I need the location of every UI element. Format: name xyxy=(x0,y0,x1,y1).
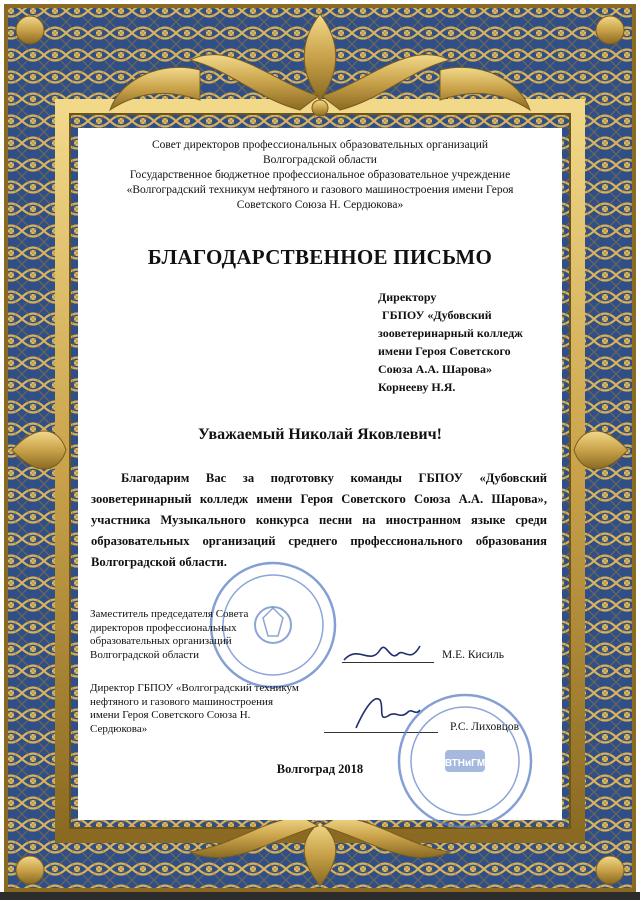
position-line: Директор ГБПОУ «Волгоградский техникум xyxy=(90,682,299,694)
city-year: Волгоград 2018 xyxy=(276,762,364,776)
letter-paper xyxy=(78,128,562,820)
letter-header xyxy=(78,138,562,213)
signatory-name: Р.С. Лиховцов xyxy=(450,721,520,733)
addressee-line: зооветеринарный колледж xyxy=(378,326,523,340)
handwritten-signature xyxy=(340,636,426,670)
stamp-label: ВТНиГМ xyxy=(444,758,486,769)
addressee-line: Союза А.А. Шарова» xyxy=(378,362,493,376)
scan-edge xyxy=(0,892,640,900)
signature-position xyxy=(90,608,248,662)
addressee-line: Корнееву Н.Я. xyxy=(378,380,456,394)
header-line: Волгоградской области xyxy=(263,154,377,166)
header-line: «Волгоградский техникум нефтяного и газового машиностроения имени Героя xyxy=(126,184,514,196)
position-line: нефтяного и газового машиностроения xyxy=(90,695,274,708)
round-seal-stamp xyxy=(394,690,536,832)
signatory-name: М.Е. Кисиль xyxy=(442,649,504,661)
addressee-line: Директору xyxy=(378,290,437,304)
position-line: Сердюкова» xyxy=(90,722,148,735)
position-line: Заместитель председателя Совета xyxy=(90,608,249,620)
header-line: Совет директоров профессиональных образовательных организаций xyxy=(151,139,489,151)
position-line: директоров профессиональных xyxy=(90,621,237,634)
letter-title: БЛАГОДАРСТВЕННОЕ ПИСЬМО xyxy=(147,245,493,269)
position-line: Волгоградской области xyxy=(90,648,199,661)
addressee-block xyxy=(378,288,568,396)
signature-position xyxy=(90,682,299,736)
addressee-line: имени Героя Советского xyxy=(378,344,511,358)
header-line: Государственное бюджетное профессиональное образовательное учреждение xyxy=(129,169,511,181)
letter-body: Благодарим Вас за подготовку команды ГБПОУ «Дубовский зооветеринарный колледж имени Героя Советского Союза А.А. Шарова», участника Музыкального конкурса песни на иностранном языке среди образовательных организаций среднего профессионального образования Волгоградской области. xyxy=(91,471,547,569)
header-line: Советского Союза Н. Сердюкова» xyxy=(236,199,404,211)
position-line: образовательных организаций xyxy=(90,635,232,647)
greeting: Уважаемый Николай Яковлевич! xyxy=(198,426,442,443)
position-line: имени Героя Советского Союза Н. xyxy=(90,709,251,721)
addressee-line: ГБПОУ «Дубовский xyxy=(382,308,492,322)
